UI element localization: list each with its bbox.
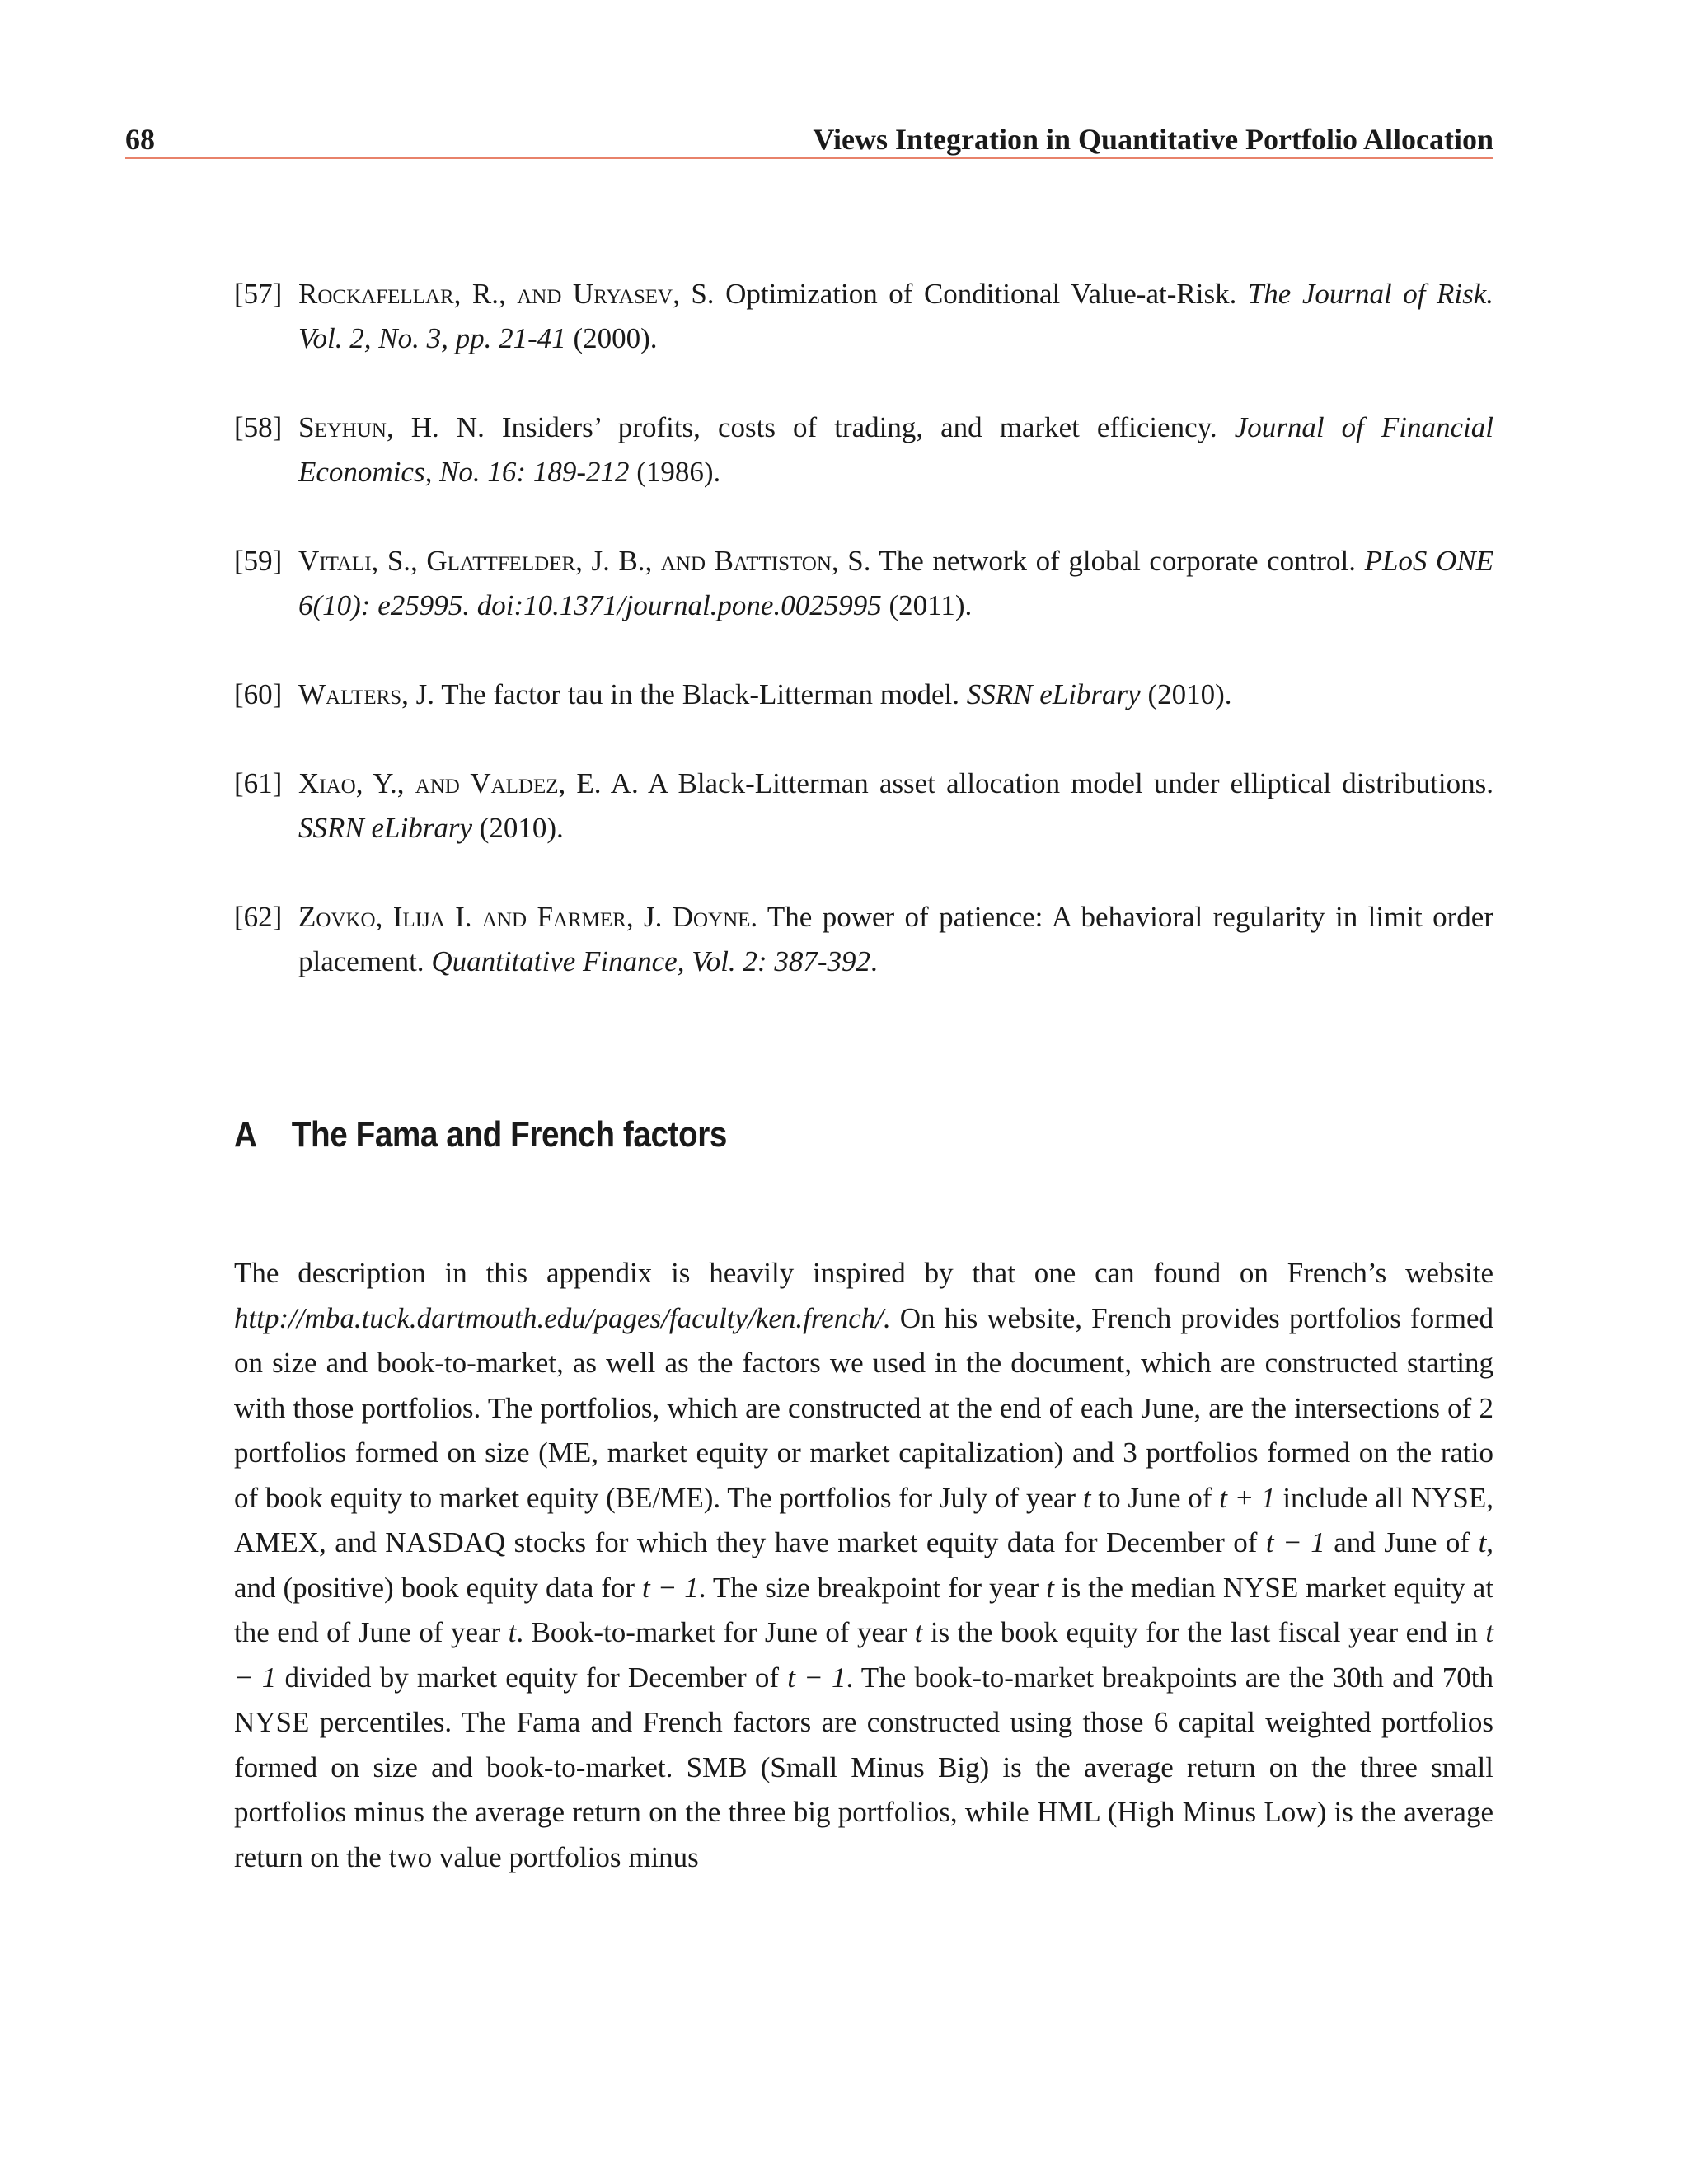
reference-list bbox=[234, 272, 1493, 1029]
appendix-paragraph bbox=[234, 1251, 1493, 1880]
reference-source: SSRN eLibrary bbox=[298, 812, 472, 844]
math-t-minus-1: t − 1 bbox=[642, 1571, 699, 1604]
body-text: to June of bbox=[1098, 1481, 1212, 1514]
reference-year: (2011). bbox=[889, 589, 973, 621]
reference-source: SSRN eLibrary bbox=[966, 678, 1141, 710]
reference-year: . bbox=[870, 945, 878, 977]
reference-title: Insiders’ profits, costs of trading, and market efficiency. bbox=[501, 411, 1217, 443]
reference-title: Optimization of Conditional Value-at-Risk. bbox=[725, 278, 1237, 310]
reference-title: A Black-Litterman asset allocation model under elliptical distributions. bbox=[648, 767, 1493, 799]
reference-59 bbox=[234, 539, 1493, 628]
math-t: t bbox=[1478, 1526, 1487, 1558]
french-website-link: http://mba.tuck.dartmouth.edu/pages/faculty/ken.french/. bbox=[234, 1301, 891, 1334]
body-text: divided by market equity for December of bbox=[284, 1661, 780, 1694]
math-t-plus-1: t + 1 bbox=[1219, 1481, 1276, 1514]
reference-year: (1986). bbox=[636, 456, 721, 488]
reference-number: [61] bbox=[234, 767, 283, 799]
reference-title: The factor tau in the Black-Litterman model. bbox=[441, 678, 959, 710]
reference-year: (2010). bbox=[479, 812, 564, 844]
math-t-minus-1: t − 1 bbox=[1265, 1526, 1325, 1558]
reference-source: Quantitative Finance, Vol. 2: 387-392 bbox=[431, 945, 870, 977]
reference-number: [58] bbox=[234, 411, 283, 443]
page-number: 68 bbox=[125, 123, 155, 156]
math-t: t bbox=[914, 1616, 923, 1648]
reference-60 bbox=[234, 673, 1493, 717]
reference-62 bbox=[234, 895, 1493, 984]
math-t: t bbox=[1046, 1571, 1054, 1604]
reference-authors: Zovko, Ilija I. and Farmer, J. Doyne. bbox=[298, 901, 758, 933]
body-text: . The book-to-market breakpoints are the 30th and 70th NYSE percentiles. The Fama and French factors are constructed using those 6 capital weighted portfolios formed on size and book-to-market. SMB (Small Minus Big) is the average return on the three small portfolios minus the average return on the three big portfolios, while HML (High Minus Low) is the average return on the two value portfolios minus bbox=[234, 1661, 1494, 1873]
math-t-minus-1: t − 1 bbox=[234, 1616, 1494, 1694]
body-text: include all NYSE, AMEX, and NASDAQ stocks for which they have market equity data for December of bbox=[234, 1481, 1493, 1558]
reference-58 bbox=[234, 405, 1493, 494]
body-text: is the book equity for the last fiscal year end in bbox=[930, 1616, 1478, 1648]
reference-number: [60] bbox=[234, 678, 283, 710]
reference-number: [57] bbox=[234, 278, 283, 310]
reference-authors: Walters, J. bbox=[298, 678, 435, 710]
body-text: and June of bbox=[1334, 1526, 1470, 1558]
body-text: . Book-to-market for June of year bbox=[516, 1616, 907, 1648]
body-text: . The size breakpoint for year bbox=[698, 1571, 1039, 1604]
reference-year: (2010). bbox=[1147, 678, 1232, 710]
appendix-heading bbox=[234, 1114, 727, 1155]
body-text: , and (positive) book equity data for bbox=[234, 1526, 1494, 1604]
reference-title: The power of patience: A behavioral regularity in limit order placement. bbox=[298, 901, 1493, 977]
reference-title: The network of global corporate control. bbox=[879, 545, 1356, 577]
reference-57 bbox=[234, 272, 1493, 361]
appendix-title: The Fama and French factors bbox=[291, 1114, 727, 1155]
math-t-minus-1: t − 1 bbox=[787, 1661, 846, 1694]
body-text: The description in this appendix is heavily inspired by that one can found on French’s website bbox=[234, 1257, 1493, 1289]
reference-authors: Vitali, S., Glattfelder, J. B., and Battiston, S. bbox=[298, 545, 871, 577]
math-t: t bbox=[1082, 1481, 1091, 1514]
reference-year: (2000). bbox=[573, 322, 658, 354]
reference-number: [62] bbox=[234, 901, 283, 933]
reference-authors: Rockafellar, R., and Uryasev, S. bbox=[298, 278, 715, 310]
reference-authors: Seyhun, H. N. bbox=[298, 411, 485, 443]
reference-number: [59] bbox=[234, 545, 283, 577]
reference-source: PLoS ONE 6(10): e25995. doi:10.1371/journal.pone.0025995 bbox=[298, 545, 1493, 621]
running-header bbox=[125, 115, 1493, 157]
reference-source: Journal of Financial Economics, No. 16: 189-212 bbox=[298, 411, 1493, 488]
appendix-label: A bbox=[234, 1114, 257, 1155]
math-t: t bbox=[508, 1616, 517, 1648]
body-text: On his website, French provides portfolios formed on size and book-to-market, as well as the factors we used in the document, which are constructed starting with those portfolios. The portfolios, which are constructed at the end of each June, are the intersections of 2 portfolios formed on size (ME, market equity or market capitalization) and 3 portfolios formed on the ratio of book equity to market equity (BE/ME). The portfolios for July of year bbox=[234, 1301, 1493, 1514]
reference-61 bbox=[234, 762, 1493, 851]
running-title: Views Integration in Quantitative Portfolio Allocation bbox=[813, 123, 1493, 156]
body-text: is the median NYSE market equity at the end of June of year bbox=[234, 1571, 1494, 1648]
header-rule bbox=[125, 157, 1493, 159]
reference-authors: Xiao, Y., and Valdez, E. A. bbox=[298, 767, 639, 799]
reference-source: The Journal of Risk. Vol. 2, No. 3, pp. 21-41 bbox=[298, 278, 1493, 354]
